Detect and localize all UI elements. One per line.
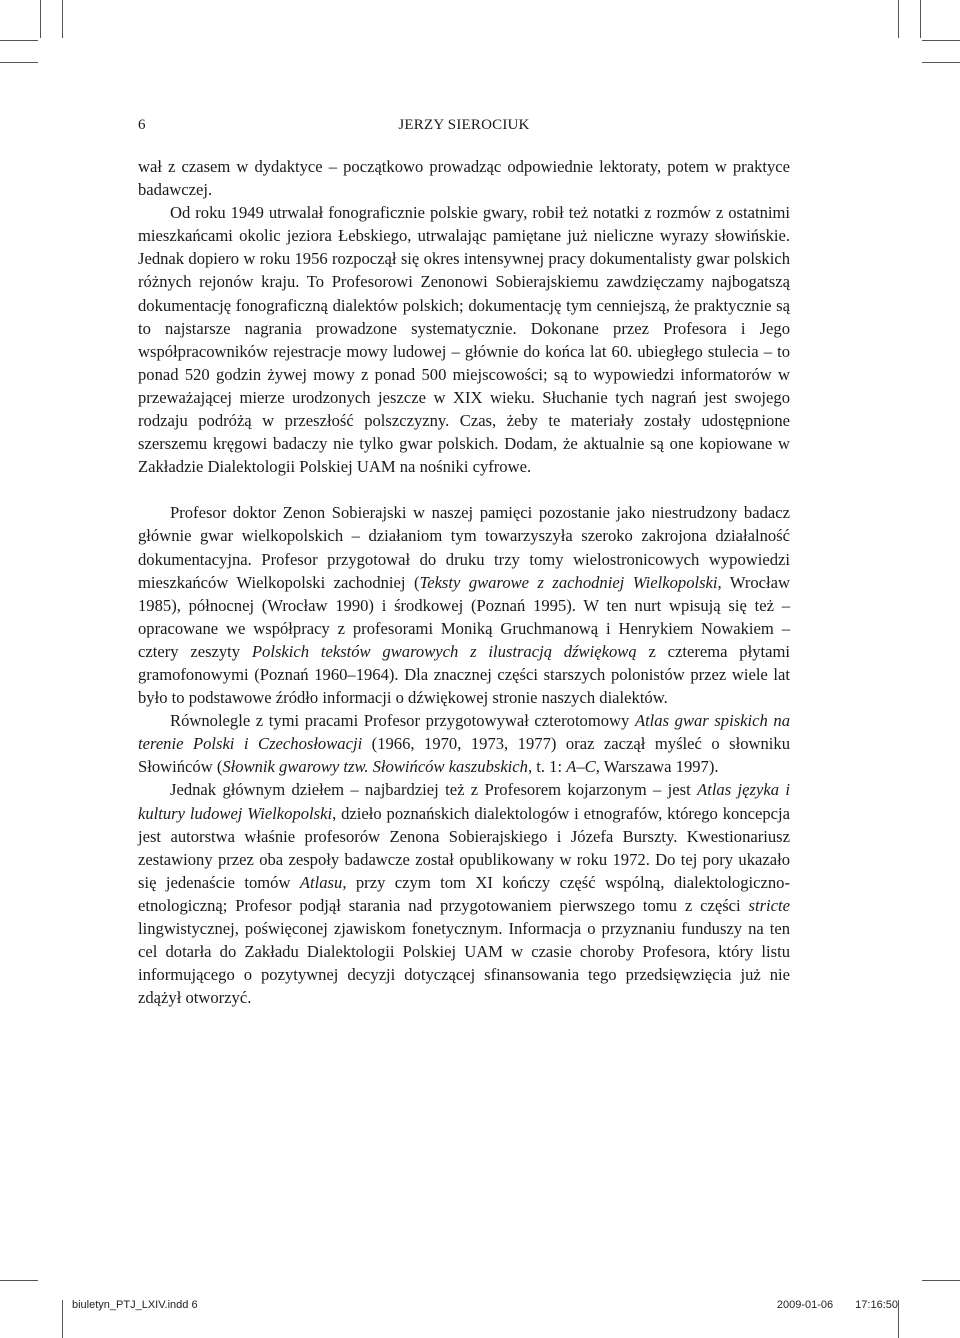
italic-title: Atlas języka i kultury ludowej Wielkopolski bbox=[138, 780, 790, 823]
text-run: Równolegle z tymi pracami Profesor przygotowywał czterotomowy bbox=[170, 711, 635, 731]
article-body bbox=[138, 155, 790, 1009]
italic-title: Atlasu bbox=[299, 872, 343, 892]
paragraph bbox=[138, 709, 790, 778]
crop-mark bbox=[922, 1280, 960, 1281]
text-run: , przy czym tom XI kończy część wspólną, dialektologiczno-etnologiczną; Profesor podjął starania nad przygotowaniem pierwszego tomu z części bbox=[138, 872, 790, 915]
text-run: , t. 1: bbox=[527, 757, 567, 777]
text-run: , Warszawa 1997). bbox=[595, 757, 719, 777]
running-title: JERZY SIEROCIUK bbox=[398, 117, 530, 133]
crop-mark bbox=[62, 0, 63, 38]
crop-mark bbox=[40, 0, 41, 38]
running-header bbox=[138, 114, 790, 136]
crop-mark bbox=[62, 1300, 63, 1338]
paragraph bbox=[138, 778, 790, 1009]
crop-mark bbox=[922, 40, 960, 41]
crop-mark bbox=[0, 40, 38, 41]
italic-title: Polskich tekstów gwarowych z ilustracją dźwiękową bbox=[251, 641, 637, 661]
page-number: 6 bbox=[138, 117, 146, 133]
print-slug-timestamp bbox=[777, 1296, 898, 1314]
crop-mark bbox=[898, 1300, 899, 1338]
print-date: 2009-01-06 bbox=[776, 1299, 834, 1311]
italic-title: Teksty gwarowe z zachodniej Wielkopolski bbox=[419, 572, 718, 592]
italic-title: Słownik gwarowy tzw. Słowińców kaszubskich bbox=[222, 757, 528, 777]
paragraph bbox=[138, 155, 790, 201]
text-run: lingwistycznej, poświęconej zjawiskom fonetycznym. Informacja o przyznaniu funduszy na ten cel dotarła do Zakładu Dialektologii Polskiej UAM w czasie choroby Profesora, który listu informującego o pozytywnej decyzji dotyczącej sfinansowania tego przedsięwzięcia już nie zdążył otworzyć. bbox=[138, 919, 790, 1008]
crop-mark bbox=[922, 62, 960, 63]
text-run: Jednak głównym dziełem – najbardziej też z Profesorem kojarzonym – jest bbox=[170, 780, 698, 800]
text-run: Od roku 1949 utrwalał fonograficznie polskie gwary, robił też notatki z rozmów z ostatnimi mieszkańcami okolic jeziora Łebskiego, utrwalając pamiętane już nieliczne wyrazy słowińskie. Jednak dopiero w roku 1956 rozpoczął się okres intensywnej pracy dokumentalisty gwar polskich różnych rejonów kraju. To Profesorowi Zenonowi Sobierajskiemu zawdzięczamy najbogatszą dokumentację fonograficzną dialektów polskich; dokumentację tym cenniejszą, że praktycznie są to najstarsze nagrania prowadzone systematycznie. Dokonane przez Profesora i Jego współpracowników rejestracje mowy ludowej – głównie do końca lat 60. ubiegłego stulecia – to ponad 520 godzin żywej mowy z ponad 500 miejscowości; są to wypowiedzi informatorów w przeważającej mierze urodzonych jeszcze w XIX wieku. Słuchanie tych nagrań jest swojego rodzaju podróżą w przeszłość polszczyzny. Czas, żeby te materiały zostały udostępnione szerszemu kręgowi badaczy nie tylko gwar polskich. Dodam, że aktualnie są one kopiowane w Zakładzie Dialektologii Polskiej UAM na nośniki cyfrowe. bbox=[138, 203, 790, 477]
crop-mark bbox=[0, 62, 38, 63]
text-run: Profesor doktor Zenon Sobierajski w naszej pamięci pozostanie jako niestrudzony badacz głównie gwar wielkopolskich – działaniom tym towarzyszyła szeroko zakrojona działalność dokumentacyjna. Profesor przygotował do druku trzy tomy wielostronicowych wypowiedzi mieszkańców Wielkopolski zachodniej ( bbox=[138, 503, 790, 592]
italic-title: Atlas gwar spiskich na terenie Polski i Czechosłowacji bbox=[138, 711, 790, 754]
crop-mark bbox=[0, 1280, 38, 1281]
crop-mark bbox=[920, 0, 921, 38]
italic-title: A–C bbox=[566, 757, 596, 777]
text-run: , dzieło poznańskich dialektologów i etnografów, którego koncepcja jest autorstwa właśnie profesorów Zenona Sobierajskiego i Józefa Burszty. Kwestionariusz zestawiony przez oba zespoły badawcze został opublikowany w roku 1972. Do tej pory ukazało się jedenaście tomów bbox=[138, 803, 790, 892]
text-run: wał z czasem w dydaktyce – początkowo prowadząc odpowiednie lektoraty, potem w praktyce badawczej. bbox=[138, 157, 790, 200]
paragraph bbox=[138, 501, 790, 709]
text-run: , Wrocław 1985), północnej (Wrocław 1990) i środkowej (Poznań 1995). W ten nurt wpisują się też – opracowane we współpracy z profesorami Moniką Gruchmanową i Henrykiem Nowakiem – cztery zeszyty bbox=[138, 572, 790, 661]
crop-mark bbox=[898, 0, 899, 38]
print-time: 17:16:50 bbox=[855, 1299, 898, 1311]
paragraph bbox=[138, 201, 790, 478]
print-slug-filename: biuletyn_PTJ_LXIV.indd 6 bbox=[72, 1299, 198, 1311]
italic-title: stricte bbox=[748, 895, 790, 915]
text-run: (1966, 1970, 1973, 1977) oraz zaczął myśleć o słowniku Słowińców ( bbox=[138, 734, 790, 777]
text-run: z czterema płytami gramofonowymi (Poznań 1960–1964). Dla znacznej części starszych polonistów przez wiele lat było to podstawowe źródło informacji o dźwiękowej stronie naszych dialektów. bbox=[138, 641, 790, 708]
